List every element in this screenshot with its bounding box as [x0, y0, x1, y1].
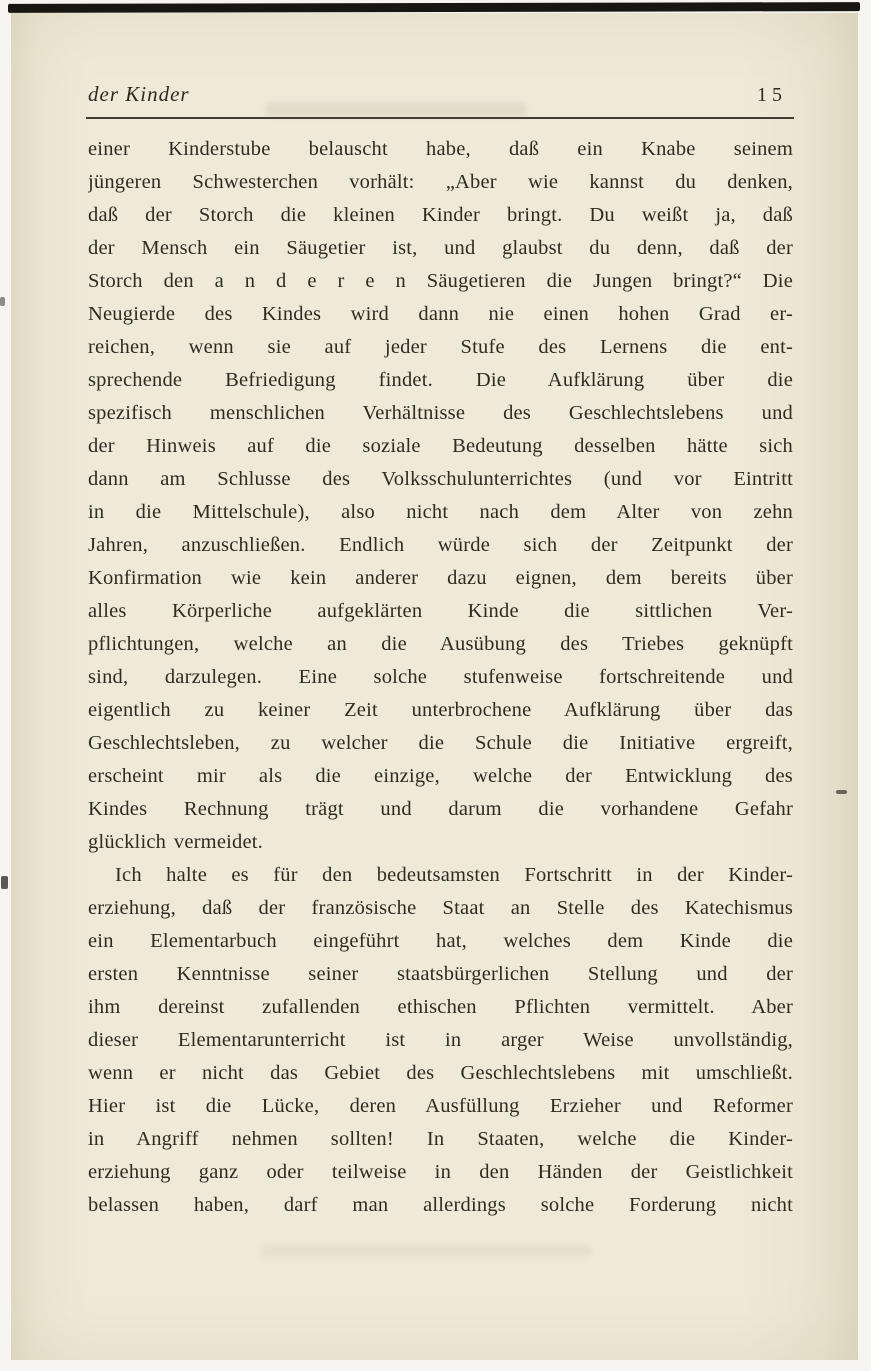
text-line: alles Körperliche aufgeklärten Kinde die sittlichen Ver-	[88, 600, 793, 622]
bleed-through-smudge-bottom	[261, 1245, 591, 1257]
text-line: pflichtungen, welche an die Ausübung des Triebes geknüpft	[88, 633, 793, 655]
text-line: der Hinweis auf die soziale Bedeutung desselben hätte sich	[88, 435, 793, 457]
text-line: jüngeren Schwesterchen vorhält: „Aber wie kannst du denken,	[88, 171, 793, 193]
text-line: der Mensch ein Säugetier ist, und glaubst du denn, daß der	[88, 237, 793, 259]
text-line: belassen haben, darf man allerdings solche Forderung nicht	[88, 1194, 793, 1216]
text-line: erziehung ganz oder teilweise in den Händen der Geistlichkeit	[88, 1161, 793, 1183]
running-header	[88, 84, 787, 105]
text-line: Konfirmation wie kein anderer dazu eignen, dem bereits über	[88, 567, 793, 589]
text-line: wenn er nicht das Gebiet des Geschlechtslebens mit umschließt.	[88, 1062, 793, 1084]
text-line: einer Kinderstube belauscht habe, daß ein Knabe seinem	[88, 138, 793, 160]
text-line: daß der Storch die kleinen Kinder bringt. Du weißt ja, daß	[88, 204, 793, 226]
header-rule	[86, 117, 794, 119]
text-line: dann am Schlusse des Volksschulunterrichtes (und vor Eintritt	[88, 468, 793, 490]
text-line: ersten Kenntnisse seiner staatsbürgerlichen Stellung und der	[88, 963, 793, 985]
scan-artifact-left-upper	[0, 297, 5, 306]
text-line: eigentlich zu keiner Zeit unterbrochene Aufklärung über das	[88, 699, 793, 721]
paragraph	[88, 859, 793, 1222]
text-line: erziehung, daß der französische Staat an Stelle des Katechismus	[88, 897, 793, 919]
running-title: der Kinder	[88, 82, 190, 106]
scan-artifact-right-dash	[836, 790, 847, 794]
text-block	[88, 133, 793, 1222]
text-line: Hier ist die Lücke, deren Ausfüllung Erzieher und Reformer	[88, 1095, 793, 1117]
text-line: ihm dereinst zufallenden ethischen Pflichten vermittelt. Aber	[88, 996, 793, 1018]
text-line: Storch den a n d e r e n Säugetieren die Jungen bringt?“ Die	[88, 270, 793, 292]
text-line: Ich halte es für den bedeutsamsten Fortschritt in der Kinder-	[115, 864, 793, 886]
text-line: sprechende Befriedigung findet. Die Aufklärung über die	[88, 369, 793, 391]
text-line: Neugierde des Kindes wird dann nie einen hohen Grad er-	[88, 303, 793, 325]
paragraph	[88, 133, 793, 859]
text-line: in die Mittelschule), also nicht nach dem Alter von zehn	[88, 501, 793, 523]
scan-artifact-left-lower	[1, 876, 8, 889]
text-line: Geschlechtsleben, zu welcher die Schule die Initiative ergreift,	[88, 732, 793, 754]
scan-edge-band	[8, 2, 860, 13]
text-line: ein Elementarbuch eingeführt hat, welches dem Kinde die	[88, 930, 793, 952]
text-line: sind, darzulegen. Eine solche stufenweise fortschreitende und	[88, 666, 793, 688]
page-number: 15	[757, 84, 787, 106]
text-line: dieser Elementarunterricht ist in arger Weise unvollständig,	[88, 1029, 793, 1051]
text-line: Jahren, anzuschließen. Endlich würde sich der Zeitpunkt der	[88, 534, 793, 556]
text-line: spezifisch menschlichen Verhältnisse des Geschlechtslebens und	[88, 402, 793, 424]
text-line: glücklich vermeidet.	[88, 831, 263, 853]
text-line: in Angriff nehmen sollten! In Staaten, welche die Kinder-	[88, 1128, 793, 1150]
text-line: reichen, wenn sie auf jeder Stufe des Lernens die ent-	[88, 336, 793, 358]
text-line: Kindes Rechnung trägt und darum die vorhandene Gefahr	[88, 798, 793, 820]
text-line: erscheint mir als die einzige, welche der Entwicklung des	[88, 765, 793, 787]
